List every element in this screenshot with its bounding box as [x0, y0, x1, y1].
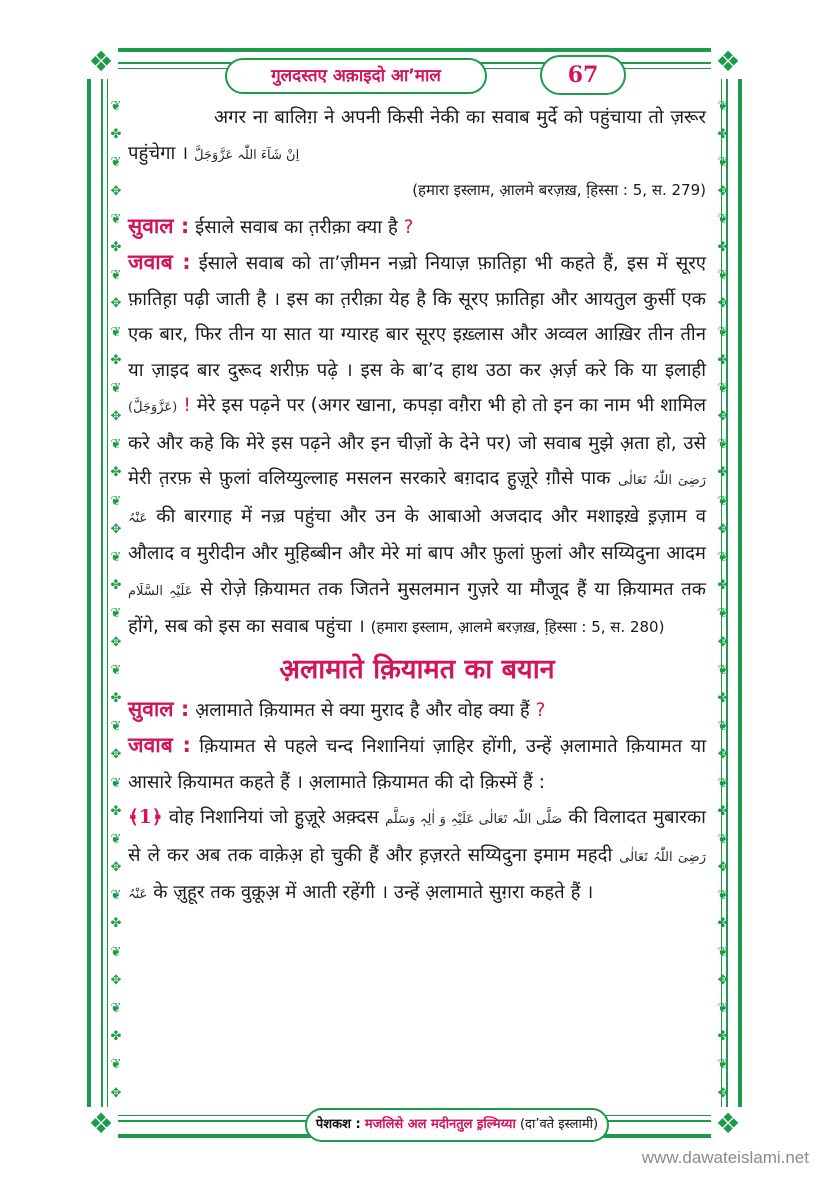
vine-ornament-icon: ❦ — [717, 99, 729, 114]
vine-ornament-icon: ❦ — [717, 550, 729, 565]
vine-ornament-icon — [108, 100, 124, 1100]
vine-ornament-icon: ✥ — [717, 972, 729, 988]
vine-ornament-icon: ✤ — [717, 916, 729, 932]
publisher-name: मजलिसे अल मदीनतुल इ़ल्मिय्या — [364, 1117, 516, 1132]
question-label: सुवाल : — [128, 213, 190, 238]
vine-ornament-icon: ❦ — [717, 1001, 729, 1016]
vine-ornament-icon: ❦ — [110, 324, 122, 340]
arabic-phrase: (عَزَّوَجَلَّ) — [128, 400, 178, 415]
vine-ornament-icon: ✥ — [110, 747, 122, 763]
vine-ornament-icon: ✥ — [717, 860, 729, 876]
reference: (हमारा इस्लाम, आ़लमे बरज़ख़, हि़स्सा : 5, स. 279) — [412, 181, 706, 199]
vine-ornament-icon: ✥ — [110, 1085, 122, 1101]
question-text: ईसाले सवाब का त़रीक़ा क्या है — [195, 216, 398, 238]
vine-ornament-icon: ❦ — [110, 380, 122, 396]
vine-ornament-icon: ❦ — [717, 606, 729, 622]
answer-text: मेरे इस पढ़ने पर (अगर खाना, कपड़ा वग़ैरा भी हो तो इन का नाम भी शामिल करे और कहे कि मेरे इस पढ़ने और इन चीज़ों के देने पर) जो सवाब मुझे अ़ता हो, उसे मेरी त़रफ़ से फ़ुलां वलिय्युल्लाह मसलन सरकारे बग़दाद हु़ज़ूरे ग़ौसे पाक — [128, 395, 706, 489]
corner-ornament-icon: ❖ — [711, 45, 745, 79]
vine-ornament-icon — [715, 100, 731, 1100]
vine-ornament-icon: ❦ — [717, 719, 729, 735]
vine-ornament-icon: ❦ — [110, 155, 122, 171]
vine-ornament-icon: ✤ — [717, 239, 729, 255]
answer-label: जवाब : — [128, 733, 191, 757]
corner-ornament-icon: ❖ — [84, 45, 118, 79]
question-2 — [128, 692, 706, 729]
vine-ornament-icon: ✥ — [717, 183, 729, 199]
vine-ornament-icon: ✥ — [717, 521, 729, 537]
vine-ornament-icon: ❦ — [110, 437, 122, 453]
presenter-label: पेशकश : — [315, 1117, 361, 1132]
question-label: सुवाल : — [128, 696, 190, 721]
question-1 — [128, 209, 706, 246]
organization-name: (दा’वते इस्लामी) — [519, 1117, 599, 1132]
vine-ornament-icon: ❦ — [110, 719, 122, 735]
arabic-phrase: رَضِیَ اللّٰہُ تَعَالٰی عَنْہُ — [128, 473, 706, 526]
website-url[interactable]: www.dawateislami.net — [641, 1148, 809, 1167]
vine-ornament-icon: ❦ — [110, 606, 122, 622]
vine-ornament-icon: ✤ — [717, 578, 729, 594]
vine-ornament-icon: ✤ — [110, 239, 122, 255]
vine-ornament-icon: ❦ — [717, 437, 729, 453]
vine-ornament-icon: ❦ — [110, 662, 122, 678]
vine-ornament-icon: ✥ — [717, 296, 729, 312]
vine-ornament-icon: ❦ — [110, 944, 122, 960]
arabic-phrase: عَلَیْہِ السَّلَام — [128, 583, 193, 599]
vine-ornament-icon: ❦ — [717, 944, 729, 960]
paragraph-intro — [128, 100, 706, 173]
vine-ornament-icon: ✥ — [110, 409, 122, 425]
vine-ornament-icon: ❦ — [110, 888, 122, 904]
arabic-phrase: اِنْ شَآءَ اللّٰہ عَزَّوَجَلَّ — [194, 147, 300, 163]
vine-ornament-icon: ❦ — [717, 888, 729, 904]
vine-ornament-icon: ✤ — [717, 1029, 729, 1045]
item-text: वोह निशानियां जो हु़ज़ूरे अक़्दस — [168, 807, 379, 828]
vine-ornament-icon: ✥ — [717, 1085, 729, 1101]
vine-ornament-icon: ❦ — [110, 99, 122, 114]
vine-ornament-icon: ✥ — [717, 634, 729, 650]
page-number: 67 — [540, 55, 626, 95]
answer-1 — [128, 245, 706, 646]
vine-ornament-icon: ✤ — [717, 690, 729, 706]
page-content — [128, 100, 706, 913]
vine-ornament-icon: ❦ — [717, 831, 729, 847]
vine-ornament-icon: ❦ — [110, 268, 122, 284]
vine-ornament-icon: ✥ — [717, 409, 729, 425]
answer-text: ईसाले सवाब को ता’ज़ीमन नज़्रो नियाज़ फ़ातिह़ा भी कहते हैं, इस में सूरए फ़ातिह़ा पढ़ी जाती है । इस का त़रीक़ा येह है कि सूरए फ़ातिह़ा और आयतुल कुर्सी एक एक बार, फिर तीन या सात या ग्यारह बार सूरए इख़्लास और अव्वल आख़िर तीन तीन या ज़ाइद बार दुरूद शरीफ़ पढ़े । इस के बा’द हाथ उठा कर अ़र्ज़ करे कि या इलाही — [128, 253, 707, 381]
answer-text: से रोज़े क़ियामत तक जितने मुसलमान गुज़रे या मौजूद हैं या क़ियामत तक होंगे, सब को इस का सवाब पहुंचा । — [128, 578, 706, 637]
vine-ornament-icon: ✥ — [110, 860, 122, 876]
vine-ornament-icon: ❦ — [717, 268, 729, 284]
item-text: के ज़ुहूर तक वुक़ूअ़ में आती रहेंगी । उन्हें अ़लामाते सुग़रा कहते हैं । — [153, 882, 594, 903]
paragraph-text: अगर ना बालिग़ ने अपनी किसी नेकी का सवाब मुर्दे को पहुंचाया तो ज़रूर पहुंचेगा । — [128, 107, 706, 164]
vine-ornament-icon: ✤ — [110, 352, 122, 368]
vine-ornament-icon: ✥ — [110, 521, 122, 537]
vine-ornament-icon: ❦ — [110, 550, 122, 565]
vine-ornament-icon: ✤ — [110, 916, 122, 932]
vine-ornament-icon: ❦ — [717, 155, 729, 171]
vine-ornament-icon: ✤ — [110, 1029, 122, 1045]
exclamation-mark: ! — [183, 395, 191, 416]
vine-ornament-icon: ❦ — [717, 493, 729, 509]
vine-ornament-icon: ✤ — [110, 127, 122, 143]
vine-ornament-icon: ✤ — [717, 352, 729, 368]
vine-ornament-icon: ✤ — [717, 127, 729, 143]
vine-ornament-icon: ✤ — [110, 578, 122, 594]
vine-ornament-icon: ❦ — [717, 1057, 729, 1073]
vine-ornament-icon: ❦ — [717, 662, 729, 678]
question-text: अ़लामाते क़ियामत से क्या मुराद है और वोह क्या हैं — [195, 699, 530, 721]
answer-text: क़ियामत से पहले चन्द निशानियां ज़ाहिर होंगी, उन्हें अ़लामाते क़ियामत या आसारे क़ियामत कहते हैं । अ़लामाते क़ियामत की दो क़िस्में हैं : — [128, 736, 706, 793]
vine-ornament-icon: ✤ — [717, 465, 729, 481]
vine-ornament-icon: ❦ — [717, 775, 729, 791]
vine-ornament-icon: ❦ — [717, 380, 729, 396]
section-heading: अ़लामाते क़ियामत का बयान — [279, 653, 555, 685]
reference: (हमारा इस्लाम, आ़लमे बरज़ख़, हि़स्सा : 5, स. 280) — [370, 618, 665, 636]
arabic-phrase: صَلَّی اللّٰہ تَعَالٰی عَلَیْہِ وَ اٰلِہٖ وَسَلَّم — [385, 812, 563, 827]
answer-2 — [128, 728, 706, 800]
vine-ornament-icon: ✥ — [110, 183, 122, 199]
corner-ornament-icon: ❖ — [84, 1107, 118, 1141]
vine-ornament-icon: ❦ — [717, 211, 729, 227]
vine-ornament-icon: ❦ — [110, 493, 122, 509]
arabic-phrase: رَضِیَ اللّٰہُ تَعَالٰی عَنْہُ — [128, 849, 706, 902]
answer-text: की बारगाह में नज़्र पहुंचा और उन के आबाओ अजदाद और मशाइख़े इ़ज़ाम व औलाद व मुरीदीन और मुहि़ब्बीन और मेरे मां बाप और फ़ुलां फ़ुलां और सय्यिदुना आदम — [128, 505, 706, 564]
list-item — [128, 800, 706, 913]
vine-ornament-icon: ✤ — [110, 803, 122, 819]
corner-ornament-icon: ❖ — [711, 1107, 745, 1141]
answer-label: जवाब : — [128, 250, 191, 274]
question-mark: ? — [403, 216, 414, 238]
book-title: गुलदस्तए अक़ाइदो आ’माल — [225, 58, 487, 94]
item-number: ﴾1﴿ — [128, 807, 163, 828]
vine-ornament-icon: ❦ — [110, 211, 122, 227]
vine-ornament-icon: ❦ — [717, 324, 729, 340]
vine-ornament-icon: ✥ — [110, 634, 122, 650]
vine-ornament-icon: ✤ — [110, 465, 122, 481]
vine-ornament-icon: ❦ — [110, 1057, 122, 1073]
vine-ornament-icon: ✥ — [110, 296, 122, 312]
publisher-credit — [305, 1108, 609, 1142]
item-text: की विलादत मुबारका से ले कर अब तक वाके़अ़ हो चुकी हैं और ह़ज़रते सय्यिदुना इमाम महदी — [128, 807, 706, 866]
vine-ornament-icon: ❦ — [110, 775, 122, 791]
vine-ornament-icon: ✤ — [110, 690, 122, 706]
vine-ornament-icon: ✥ — [717, 747, 729, 763]
question-mark: ? — [535, 699, 546, 721]
vine-ornament-icon: ❦ — [110, 1001, 122, 1016]
vine-ornament-icon: ✤ — [717, 803, 729, 819]
vine-ornament-icon: ❦ — [110, 831, 122, 847]
vine-ornament-icon: ✥ — [110, 972, 122, 988]
